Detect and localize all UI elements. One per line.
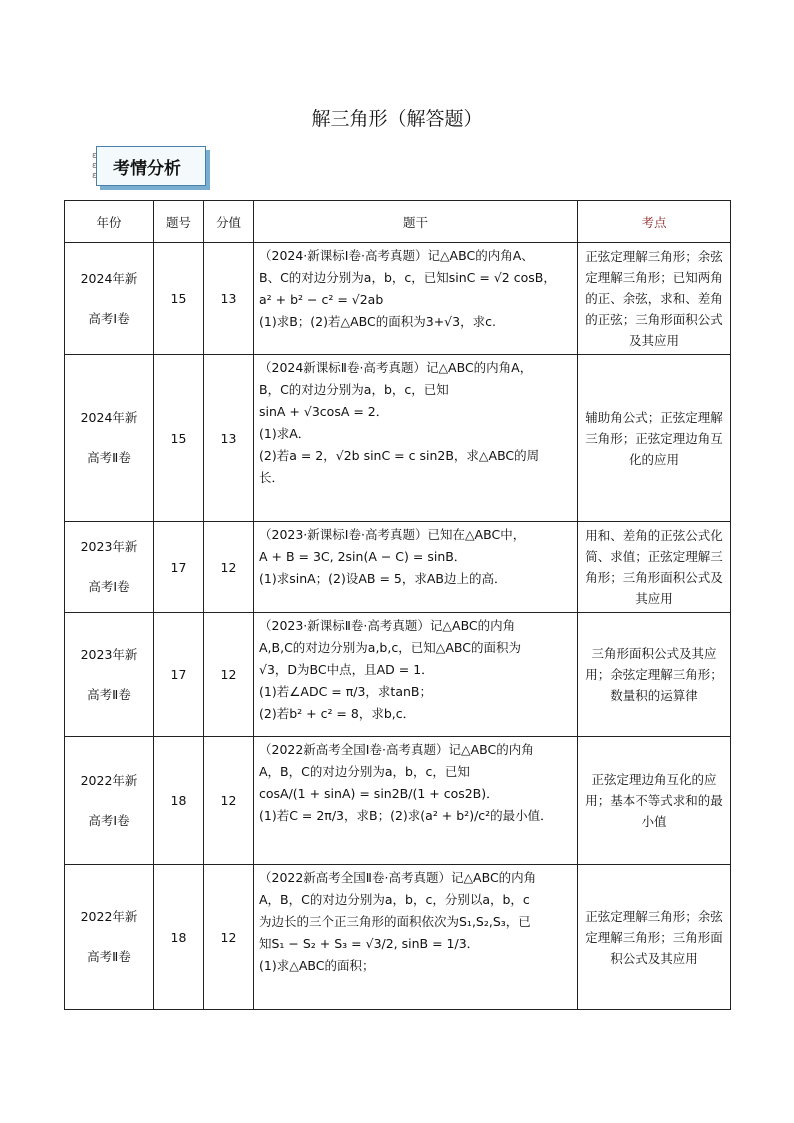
stem-line: (1)求A． [259, 426, 311, 441]
question-number: 15 [154, 355, 204, 522]
question-stem [254, 522, 578, 613]
stem-line: （2024新课标Ⅱ卷·高考真题）记△ABC的内角A， [259, 360, 533, 375]
question-number: 15 [154, 243, 204, 355]
stem-line: (1)若∠ADC = π/3，求tanB； [259, 684, 432, 699]
year-cell [65, 613, 154, 737]
question-stem [254, 865, 578, 1010]
table-row [65, 865, 731, 1010]
question-number: 17 [154, 522, 204, 613]
stem-line: 为边长的三个正三角形的面积依次为S₁,S₂,S₃，已 [259, 914, 531, 929]
stem-line: a² + b² − c² = √2ab [259, 292, 384, 307]
score-value: 13 [204, 355, 254, 522]
knowledge-points: 用和、差角的正弦公式化简、求值；正弦定理解三角形；三角形面积公式及其应用 [578, 522, 731, 613]
header-year: 年份 [65, 201, 154, 243]
stem-line: (1)若C = 2π/3，求B；(2)求(a² + b²)/c²的最小值． [259, 808, 553, 823]
stem-line: 长． [259, 470, 285, 485]
header-stem: 题干 [254, 201, 578, 243]
score-value: 13 [204, 243, 254, 355]
year-text: 高考Ⅱ卷 [87, 949, 131, 964]
stem-line: （2022新高考全国Ⅰ卷·高考真题）记△ABC的内角 [259, 742, 534, 757]
stem-line: A + B = 3C, 2sin(A − C) = sinB． [259, 549, 467, 564]
year-cell [65, 355, 154, 522]
year-cell [65, 865, 154, 1010]
stem-line: (2)若b² + c² = 8，求b,c． [259, 706, 416, 721]
knowledge-points: 正弦定理解三角形；余弦定理解三角形；已知两角的正、余弦，求和、差角的正弦；三角形面积公式及其应用 [578, 243, 731, 355]
question-stem [254, 355, 578, 522]
score-value: 12 [204, 522, 254, 613]
section-title: 考情分析 [113, 159, 181, 179]
section-badge [92, 146, 206, 186]
header-number: 题号 [154, 201, 204, 243]
year-text: 2022年新 [80, 772, 138, 788]
stem-line: cosA/(1 + sinA) = sin2B/(1 + cos2B)． [259, 786, 499, 801]
knowledge-points: 正弦定理边角互化的应用；基本不等式求和的最小值 [578, 737, 731, 865]
year-text: 2023年新 [80, 646, 138, 662]
stem-line: （2022新高考全国Ⅱ卷·高考真题）记△ABC的内角 [259, 870, 537, 885]
table-row [65, 613, 731, 737]
stem-line: (1)求sinA；(2)设AB = 5，求AB边上的高． [259, 571, 507, 586]
score-value: 12 [204, 737, 254, 865]
binder-rings-icon: ɛ ɛ ɛ [92, 151, 97, 181]
stem-line: sinA + √3cosA = 2． [259, 404, 389, 419]
stem-line: (1)求B；(2)若△ABC的面积为3+√3，求c. [259, 314, 496, 329]
stem-line: （2024·新课标Ⅰ卷·高考真题）记△ABC的内角A、 [259, 248, 534, 263]
question-number: 18 [154, 865, 204, 1010]
question-stem [254, 613, 578, 737]
stem-line: √3，D为BC中点，且AD = 1． [259, 662, 434, 677]
stem-line: A，B，C的对边分别为a，b，c，分别以a，b，c [259, 892, 530, 907]
year-cell [65, 737, 154, 865]
knowledge-points: 辅助角公式；正弦定理解三角形；正弦定理边角互化的应用 [578, 355, 731, 522]
year-text: 高考Ⅱ卷 [87, 450, 131, 465]
table-row [65, 355, 731, 522]
year-text: 高考Ⅰ卷 [88, 310, 130, 326]
stem-line: (2)若a = 2，√2b sinC = c sin2B，求△ABC的周 [259, 448, 540, 463]
question-number: 18 [154, 737, 204, 865]
year-text: 2024年新 [80, 270, 138, 286]
stem-line: A，B，C的对边分别为a，b，c，已知 [259, 764, 470, 779]
question-stem [254, 243, 578, 355]
table-row [65, 522, 731, 613]
header-score: 分值 [204, 201, 254, 243]
stem-line: A,B,C的对边分别为a,b,c，已知△ABC的面积为 [259, 640, 521, 655]
score-value: 12 [204, 613, 254, 737]
year-text: 高考Ⅰ卷 [88, 812, 130, 828]
question-number: 17 [154, 613, 204, 737]
year-text: 2023年新 [80, 539, 138, 554]
page-title: 解三角形（解答题） [311, 108, 483, 130]
year-cell [65, 522, 154, 613]
stem-line: （2023·新课标Ⅰ卷·高考真题）已知在△ABC中， [259, 527, 526, 542]
exam-analysis-table [64, 200, 731, 1010]
stem-line: （2023·新课标Ⅱ卷·高考真题）记△ABC的内角 [259, 618, 516, 633]
year-text: 高考Ⅰ卷 [88, 579, 130, 594]
table-row [65, 737, 731, 865]
year-text: 2022年新 [80, 909, 138, 924]
year-text: 2024年新 [80, 410, 138, 425]
score-value: 12 [204, 865, 254, 1010]
stem-line: B、C的对边分别为a，b，c，已知sinC = √2 cosB， [259, 270, 556, 285]
stem-line: (1)求△ABC的面积； [259, 958, 375, 973]
question-stem [254, 737, 578, 865]
table-header-row [65, 201, 731, 243]
year-cell [65, 243, 154, 355]
knowledge-points: 三角形面积公式及其应用；余弦定理解三角形；数量积的运算律 [578, 613, 731, 737]
table-row [65, 243, 731, 355]
header-points: 考点 [578, 201, 731, 243]
stem-line: B，C的对边分别为a，b，c，已知 [259, 382, 449, 397]
stem-line: 知S₁ − S₂ + S₃ = √3/2, sinB = 1/3． [259, 936, 480, 951]
year-text: 高考Ⅱ卷 [87, 686, 131, 702]
knowledge-points: 正弦定理解三角形；余弦定理解三角形；三角形面积公式及其应用 [578, 865, 731, 1010]
